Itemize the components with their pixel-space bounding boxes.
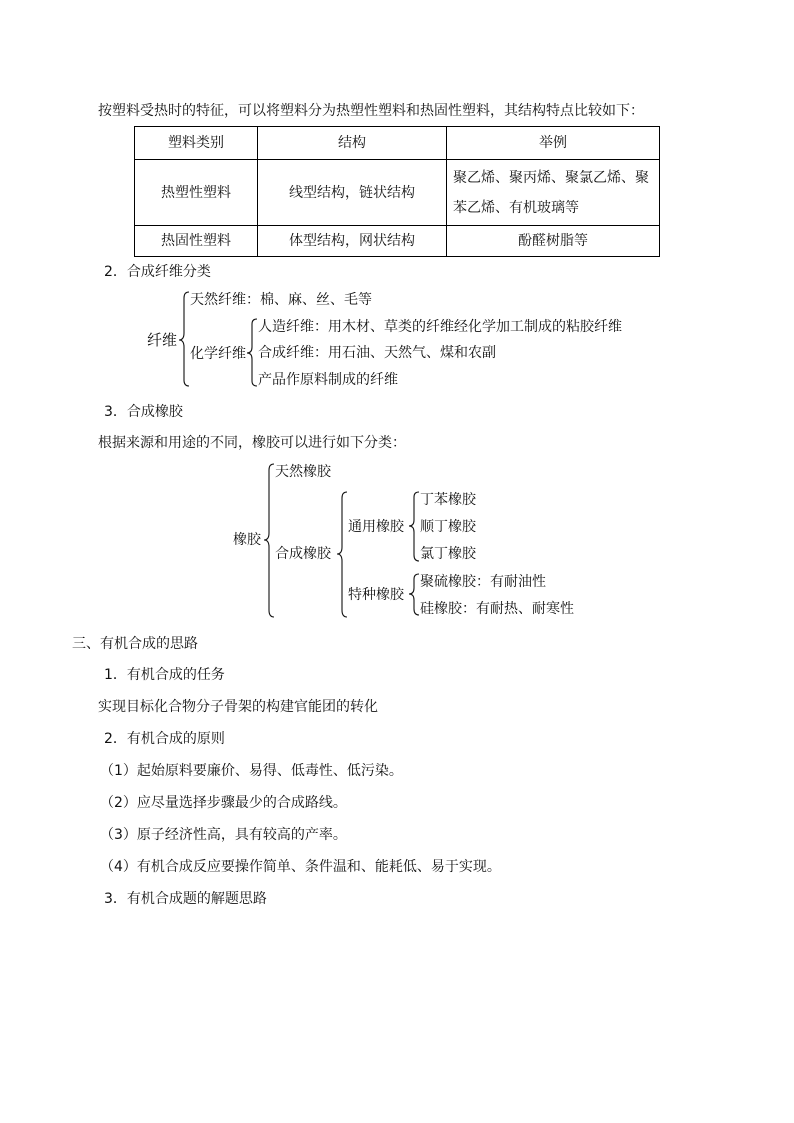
special-rubber-item: 硅橡胶：有耐热、耐寒性 [420,601,574,617]
special-rubber-item: 聚硫橡胶：有耐油性 [420,574,546,590]
rubber-intro: 根据来源和用途的不同，橡胶可以进行如下分类： [98,435,406,451]
principle-item: （4）有机合成反应要操作简单、条件温和、能耗低、易于实现。 [100,859,501,875]
fiber-heading: 2．合成纤维分类 [104,264,211,280]
general-rubber-label: 通用橡胶 [348,519,404,535]
table-row [135,226,660,257]
special-rubber-brace [409,574,419,615]
chemical-fiber-brace [247,319,257,386]
section3-title: 三、有机合成的思路 [72,636,198,652]
rubber-root-brace [264,464,274,617]
task-text: 实现目标化合物分子骨架的构建官能团的转化 [98,699,378,715]
rubber-heading: 3．合成橡胶 [104,404,183,420]
table-header-cell: 塑料类别 [135,127,258,160]
table-cell: 聚乙烯、聚丙烯、聚氯乙烯、聚苯乙烯、有机玻璃等 [447,160,660,226]
synthetic-fiber-label-cont: 产品作原料制成的纤维 [258,372,398,388]
table-cell: 体型结构，网状结构 [258,226,447,257]
synthetic-fiber-label: 合成纤维：用石油、天然气、煤和农副 [258,345,496,361]
natural-rubber-label: 天然橡胶 [275,464,331,480]
table-header-row [135,127,660,160]
table-cell: 热固性塑料 [135,226,258,257]
table-header-cell: 结构 [258,127,447,160]
plastic-comparison-table [134,126,660,257]
table-cell: 线型结构，链状结构 [258,160,447,226]
table-cell: 热塑性塑料 [135,160,258,226]
general-rubber-item: 顺丁橡胶 [420,519,476,535]
approach-heading: 3．有机合成题的解题思路 [104,891,267,907]
artificial-fiber-label: 人造纤维：用木材、草类的纤维经化学加工制成的粘胶纤维 [258,319,622,335]
table-header-cell: 举例 [447,127,660,160]
intro-text: 按塑料受热时的特征，可以将塑料分为热塑性塑料和热固性塑料，其结构特点比较如下： [98,103,644,119]
synthetic-rubber-label: 合成橡胶 [275,546,331,562]
table-row [135,160,660,226]
general-rubber-brace [409,492,419,561]
fiber-root-label: 纤维 [147,331,178,349]
principle-item: （2）应尽量选择步骤最少的合成路线。 [100,795,347,811]
fiber-root-brace [179,292,189,386]
principle-item: （3）原子经济性高，具有较高的产率。 [100,827,347,843]
synthetic-rubber-brace [337,492,347,617]
general-rubber-item: 丁苯橡胶 [420,492,476,508]
chemical-fiber-label: 化学纤维 [190,346,246,362]
natural-fiber-label: 天然纤维：棉、麻、丝、毛等 [190,292,372,308]
general-rubber-item: 氯丁橡胶 [420,546,476,562]
principle-item: （1）起始原料要廉价、易得、低毒性、低污染。 [100,763,403,779]
principle-heading: 2．有机合成的原则 [104,731,225,747]
task-heading: 1．有机合成的任务 [104,667,225,683]
special-rubber-label: 特种橡胶 [348,587,404,603]
rubber-root-label: 橡胶 [233,532,261,548]
table-cell: 酚醛树脂等 [447,226,660,257]
